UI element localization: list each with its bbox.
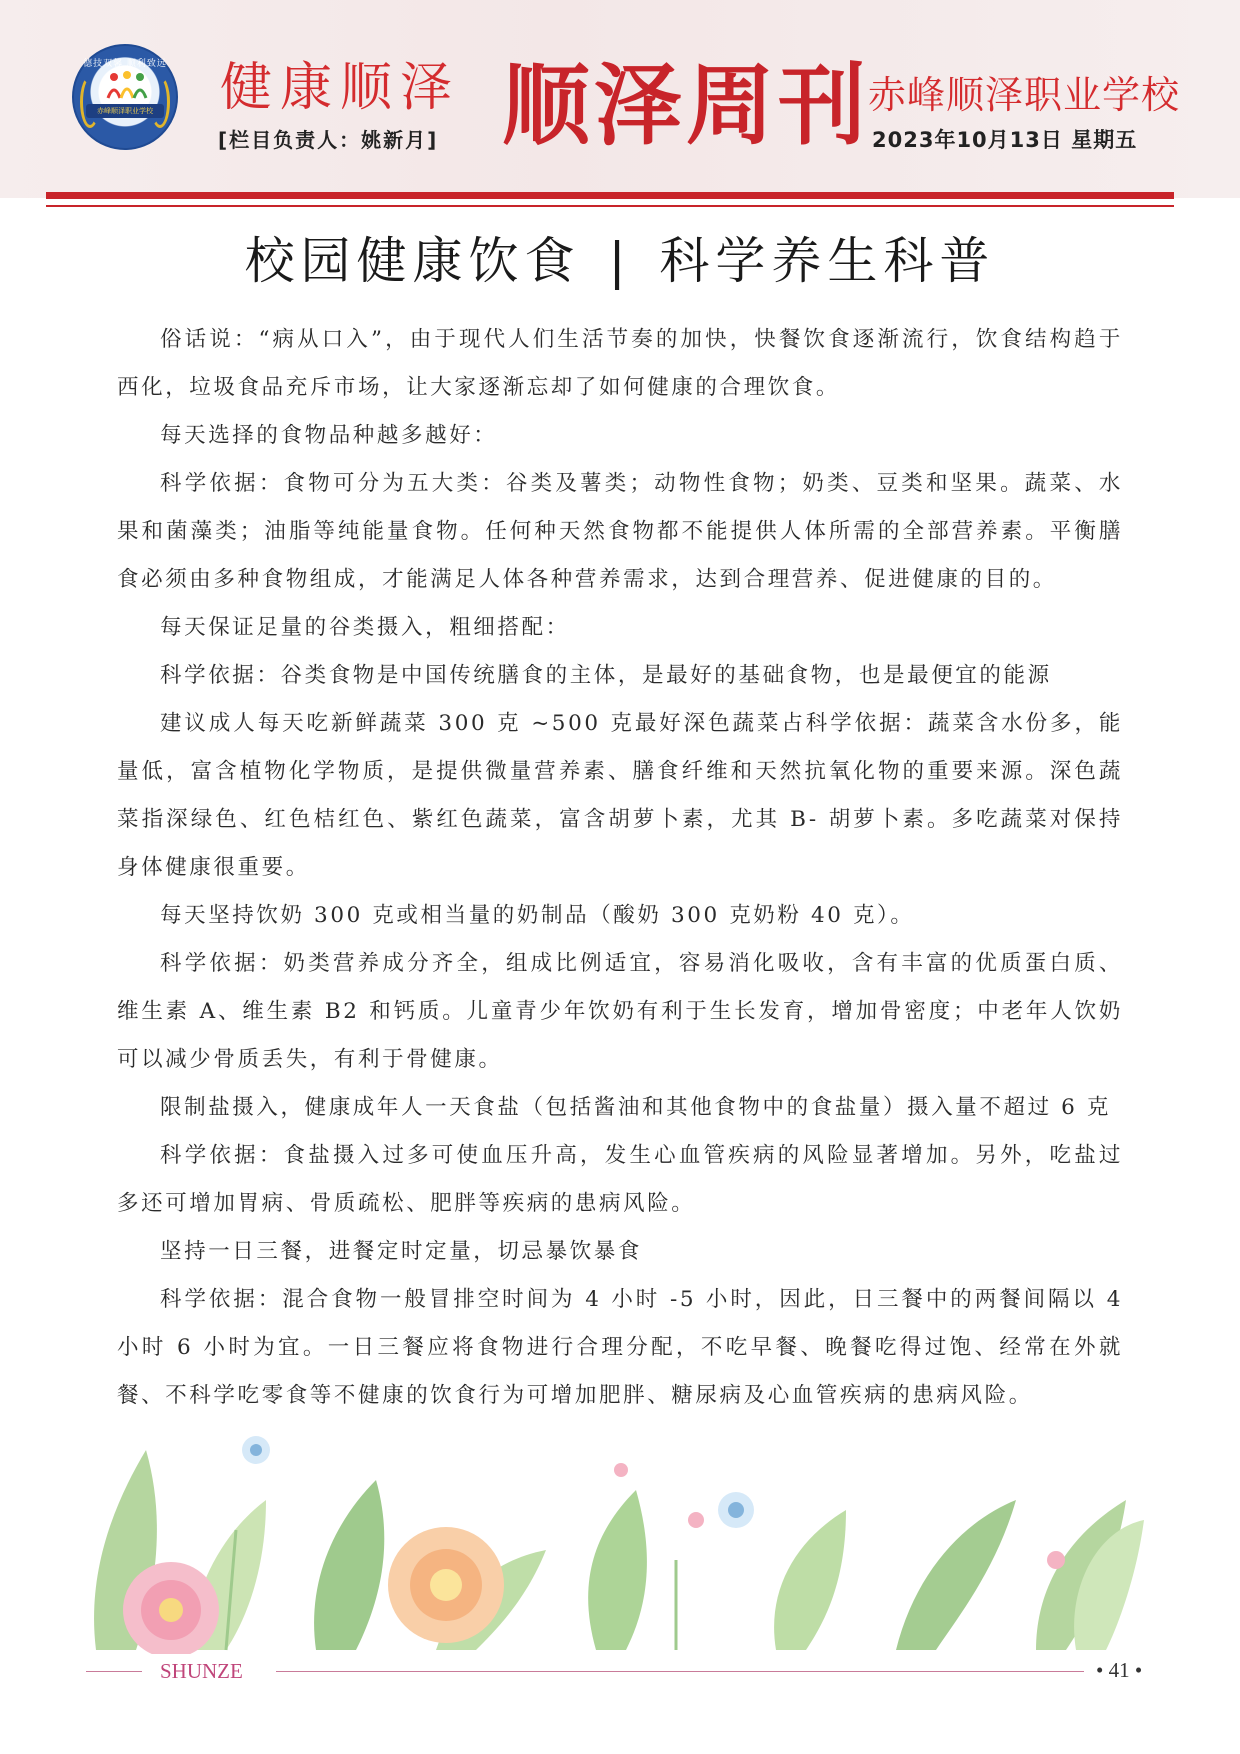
- header-rule-thick: [46, 192, 1174, 199]
- article-title-left: 校园健康饮食: [244, 232, 581, 290]
- article-paragraph: 科学依据：混合食物一般冒排空时间为 4 小时 -5 小时，因此，日三餐中的两餐间隔以 4 小时 6 小时为宜。一日三餐应将食物进行合理分配，不吃早餐、晚餐吃得过饱、经常在外就餐、不科学吃零食等不健康的饮食行为可增加肥胖、糖尿病及心血管疾病的患病风险。: [117, 1287, 1123, 1408]
- footer-rule-left: [86, 1671, 142, 1672]
- article-title-separator: |: [608, 232, 632, 290]
- people-figures-icon: [104, 70, 150, 104]
- issue-date: 2023年10月13日 星期五: [872, 128, 1138, 152]
- floral-decoration: [76, 1410, 1148, 1654]
- article-paragraph: 每天选择的食物品种越多越好：: [160, 423, 498, 448]
- article-paragraph: 建议成人每天吃新鲜蔬菜 300 克 ~500 克最好深色蔬菜占科学依据：蔬菜含水份多，能量低，富含植物化学物质，是提供微量营养素、膳食纤维和天然抗氧化物的重要来源。深色蔬菜指深绿色、红色桔红色、紫红色蔬菜，富含胡萝卜素，尤其 B- 胡萝卜素。多吃蔬菜对保持身体健康很重要。: [117, 711, 1123, 880]
- article-paragraph: 每天坚持饮奶 300 克或相当量的奶制品（酸奶 300 克奶粉 40 克）。: [160, 903, 915, 928]
- column-editor: [栏目负责人：姚新月]: [218, 128, 439, 152]
- school-logo: [72, 44, 178, 150]
- article-title-right: 科学养生科普: [659, 232, 996, 290]
- article-paragraph: 科学依据：奶类营养成分齐全，组成比例适宜，容易消化吸收，含有丰富的优质蛋白质、维生素 A、维生素 B2 和钙质。儿童青少年饮奶有利于生长发育，增加骨密度；中老年人饮奶可以减少骨质丢失，有利于骨健康。: [117, 951, 1123, 1072]
- article-paragraph: 科学依据：食盐摄入过多可使血压升高，发生心血管疾病的风险显著增加。另外，吃盐过多还可增加胃病、骨质疏松、肥胖等疾病的患病风险。: [117, 1143, 1123, 1216]
- header-rule-thin: [46, 205, 1174, 207]
- article-title: [0, 226, 1240, 296]
- column-name: 健康顺泽: [220, 58, 461, 118]
- page-number: • 41 •: [1096, 1658, 1143, 1682]
- footer-rule-right: [276, 1671, 1084, 1672]
- article-paragraph: 科学依据：食物可分为五大类：谷类及薯类；动物性食物；奶类、豆类和坚果。蔬菜、水果和菌藻类；油脂等纯能量食物。任何种天然食物都不能提供人体所需的全部营养素。平衡膳食必须由多种食物组成，才能满足人体各种营养需求，达到合理营养、促进健康的目的。: [117, 471, 1123, 592]
- laurel-left-icon: [80, 76, 100, 128]
- article-paragraph: 限制盐摄入，健康成年人一天食盐（包括酱油和其他食物中的食盐量）摄入量不超过 6 克: [160, 1095, 1111, 1120]
- school-name: 赤峰顺泽职业学校: [868, 73, 1181, 117]
- logo-ring-text: 德技双馨 顺利致远: [83, 59, 167, 69]
- footer-brand: SHUNZE: [160, 1659, 243, 1683]
- article-paragraph: 俗话说：“病从口入”，由于现代人们生活节奏的加快，快餐饮食逐渐流行，饮食结构趋于西化，垃圾食品充斥市场，让大家逐渐忘却了如何健康的合理饮食。: [117, 327, 1123, 400]
- article-paragraph: 科学依据：谷类食物是中国传统膳食的主体，是最好的基础食物，也是最便宜的能源: [160, 663, 1052, 688]
- article-body: [117, 316, 1123, 1420]
- laurel-right-icon: [150, 76, 170, 128]
- article-paragraph: 坚持一日三餐，进餐定时定量，切忌暴饮暴食: [160, 1239, 643, 1264]
- logo-school-band: 赤峰顺泽职业学校: [86, 104, 164, 118]
- masthead-title: 顺泽周刊: [502, 54, 871, 157]
- article-paragraph: 每天保证足量的谷类摄入，粗细搭配：: [160, 615, 570, 640]
